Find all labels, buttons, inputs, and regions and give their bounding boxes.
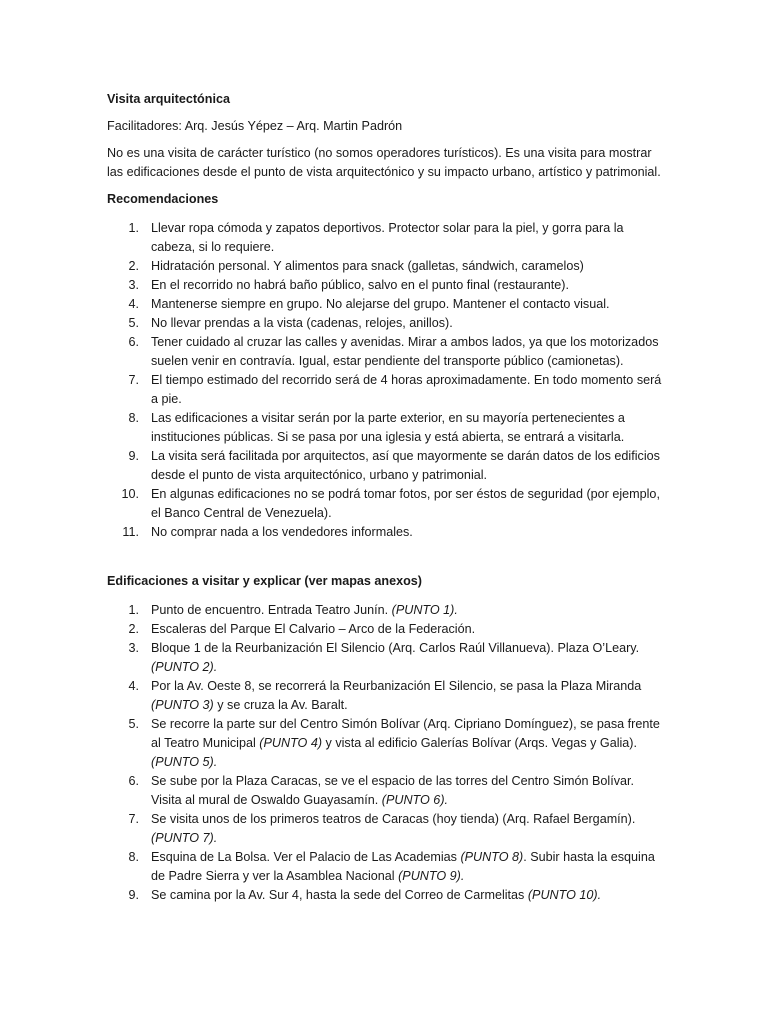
list-number: 1. — [128, 603, 139, 617]
list-text: La visita será facilitada por arquitectos, así que mayormente se darán datos de los edificios desde el punto de vista arquitectónico, urbano y patrimonial. — [151, 449, 660, 482]
list-item — [107, 409, 667, 447]
list-text: Llevar ropa cómoda y zapatos deportivos. Protector solar para la piel, y gorra para la cabeza, si lo requiere. — [151, 221, 624, 254]
document-page — [107, 90, 667, 905]
list-number: 7. — [128, 373, 139, 387]
buildings-list — [107, 601, 667, 905]
point-reference: (PUNTO 7). — [151, 831, 218, 845]
list-item — [107, 276, 667, 295]
list-item — [107, 485, 667, 523]
list-text: Punto de encuentro. Entrada Teatro Junín. — [151, 603, 392, 617]
list-text: Se camina por la Av. Sur 4, hasta la sede del Correo de Carmelitas — [151, 888, 528, 902]
list-item — [107, 639, 667, 677]
list-item — [107, 447, 667, 485]
list-item — [107, 886, 667, 905]
list-number: 7. — [128, 812, 139, 826]
point-reference: (PUNTO 5). — [151, 755, 218, 769]
list-text: Bloque 1 de la Reurbanización El Silencio (Arq. Carlos Raúl Villanueva). Plaza O’Leary. — [151, 641, 640, 655]
facilitators-line: Facilitadores: Arq. Jesús Yépez – Arq. Martin Padrón — [107, 119, 403, 133]
list-number: 6. — [128, 335, 139, 349]
list-number: 5. — [128, 717, 139, 731]
point-reference: (PUNTO 1). — [391, 603, 458, 617]
list-item — [107, 810, 667, 848]
recommendations-list — [107, 219, 667, 542]
list-text: Mantenerse siempre en grupo. No alejarse del grupo. Mantener el contacto visual. — [151, 297, 610, 311]
list-text: Por la Av. Oeste 8, se recorrerá la Reurbanización El Silencio, se pasa la Plaza Miranda — [151, 679, 642, 693]
point-reference: (PUNTO 9). — [398, 869, 465, 883]
list-item — [107, 257, 667, 276]
list-item — [107, 848, 667, 886]
recommendations-heading: Recomendaciones — [107, 192, 219, 206]
list-text: Se sube por la Plaza Caracas, se ve el espacio de las torres del Centro Simón Bolívar. Visita al mural de Oswaldo Guayasamín. — [151, 774, 635, 807]
list-item — [107, 314, 667, 333]
list-number: 11. — [122, 525, 139, 539]
list-number: 2. — [128, 259, 139, 273]
list-item — [107, 601, 667, 620]
list-item — [107, 715, 667, 772]
list-text: . Subir hasta la esquina de Padre Sierra y ver la Asamblea Nacional — [151, 850, 655, 883]
list-number: 10. — [121, 487, 139, 501]
list-text: En algunas edificaciones no se podrá tomar fotos, por ser éstos de seguridad (por ejemplo, el Banco Central de Venezuela). — [151, 487, 660, 520]
list-text: Tener cuidado al cruzar las calles y avenidas. Mirar a ambos lados, ya que los motorizados suelen venir en contravía. Igual, estar pendiente del transporte público (camionetas). — [151, 335, 659, 368]
list-number: 8. — [128, 411, 139, 425]
list-text: Escaleras del Parque El Calvario – Arco de la Federación. — [151, 622, 476, 636]
point-reference: (PUNTO 10). — [527, 888, 602, 902]
list-number: 5. — [128, 316, 139, 330]
list-number: 4. — [128, 297, 139, 311]
point-reference: (PUNTO 6). — [381, 793, 449, 807]
list-number: 6. — [128, 774, 139, 788]
list-text: Hidratación personal. Y alimentos para snack (galletas, sándwich, caramelos) — [151, 259, 584, 273]
list-text: Las edificaciones a visitar serán por la parte exterior, en su mayoría pertenecientes a instituciones públicas. Si se pasa por una iglesia y está abierta, se entrará a visitarla. — [151, 411, 625, 444]
list-text: y vista al edificio Galerías Bolívar (Arqs. Vegas y Galia). — [322, 736, 637, 750]
list-text: No llevar prendas a la vista (cadenas, relojes, anillos). — [151, 316, 453, 330]
list-number: 9. — [128, 449, 139, 463]
list-text: Se visita unos de los primeros teatros de Caracas (hoy tienda) (Arq. Rafael Bergamín). — [151, 812, 636, 826]
list-text: En el recorrido no habrá baño público, salvo en el punto final (restaurante). — [151, 278, 569, 292]
list-text: El tiempo estimado del recorrido será de 4 horas aproximadamente. En todo momento será a pie. — [151, 373, 662, 406]
document-title: Visita arquitectónica — [107, 92, 230, 106]
list-item — [107, 677, 667, 715]
list-number: 3. — [128, 278, 139, 292]
list-number: 9. — [128, 888, 139, 902]
list-number: 3. — [128, 641, 139, 655]
list-number: 8. — [128, 850, 139, 864]
list-item — [107, 772, 667, 810]
list-item — [107, 620, 667, 639]
point-reference: (PUNTO 2). — [151, 660, 218, 674]
point-reference: (PUNTO 4) — [259, 736, 323, 750]
list-item — [107, 523, 667, 542]
list-number: 1. — [128, 221, 139, 235]
list-item — [107, 219, 667, 257]
point-reference: (PUNTO 3) — [151, 698, 214, 712]
list-text: Se recorre la parte sur del Centro Simón Bolívar (Arq. Cipriano Domínguez), se pasa frente al Teatro Municipal — [151, 717, 660, 750]
list-text: No comprar nada a los vendedores informales. — [151, 525, 413, 539]
intro-paragraph: No es una visita de carácter turístico (no somos operadores turísticos). Es una visita para mostrar las edificaciones desde el punto de vista arquitectónico y su impacto urbano, artístico y patrimonial. — [107, 146, 661, 179]
list-item — [107, 371, 667, 409]
list-item — [107, 295, 667, 314]
list-number: 4. — [128, 679, 139, 693]
point-reference: (PUNTO 8) — [460, 850, 524, 864]
list-number: 2. — [128, 622, 139, 636]
list-text: Esquina de La Bolsa. Ver el Palacio de Las Academias — [151, 850, 461, 864]
list-item — [107, 333, 667, 371]
list-text: y se cruza la Av. Baralt. — [213, 698, 348, 712]
buildings-heading: Edificaciones a visitar y explicar (ver mapas anexos) — [107, 574, 423, 588]
